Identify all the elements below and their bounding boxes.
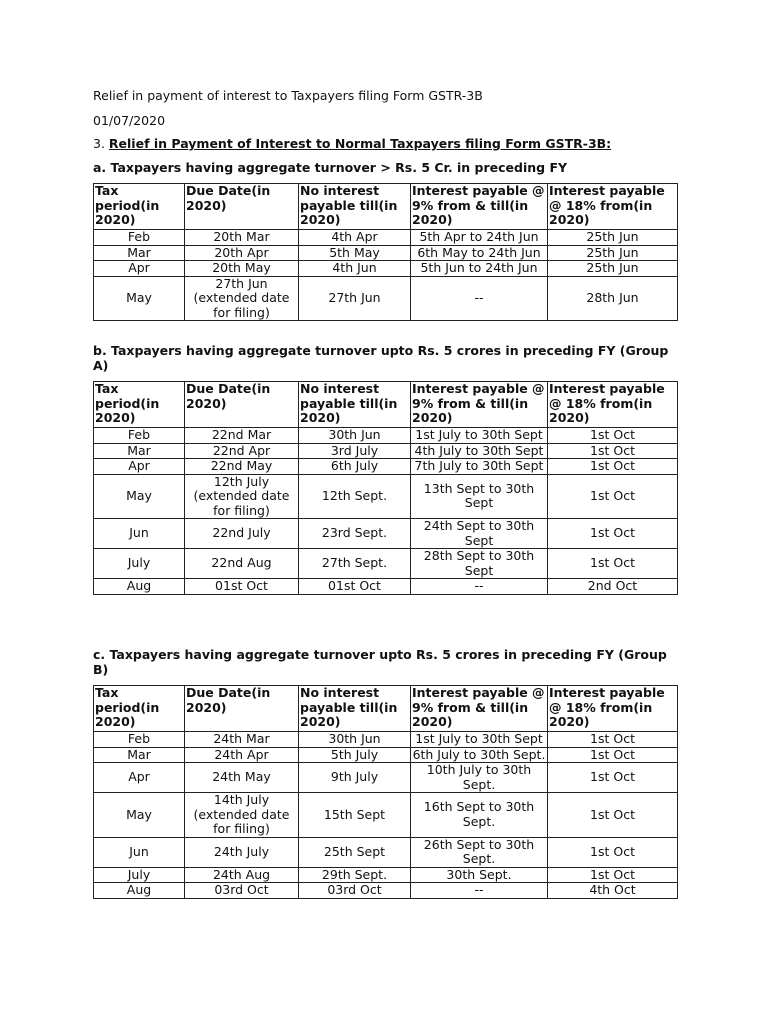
cell-tax-period: Feb [94, 230, 185, 246]
table-b-heading: b. Taxpayers having aggregate turnover upto Rs. 5 crores in preceding FY (Group A) [93, 343, 669, 373]
cell-due-date: 24th May [185, 763, 299, 793]
column-header-interest-9pct: Interest payable @ 9% from & till(in 2020) [411, 686, 548, 732]
cell-due-date: 03rd Oct [185, 883, 299, 899]
cell-no-interest-till: 5th July [299, 747, 411, 763]
cell-due-date: 22nd Mar [185, 428, 299, 444]
cell-no-interest-till: 4th Jun [299, 261, 411, 277]
cell-due-date: 20th Apr [185, 245, 299, 261]
cell-no-interest-till: 15th Sept [299, 793, 411, 838]
cell-no-interest-till: 29th Sept. [299, 867, 411, 883]
cell-interest-9pct: 10th July to 30th Sept. [411, 763, 548, 793]
cell-due-date: 14th July (extended date for filing) [185, 793, 299, 838]
table-row [94, 793, 678, 838]
cell-interest-18pct: 25th Jun [548, 245, 678, 261]
table-row [94, 579, 678, 595]
column-header-due-date: Due Date(in 2020) [185, 686, 299, 732]
cell-interest-18pct: 1st Oct [548, 428, 678, 444]
table-row [94, 763, 678, 793]
cell-interest-9pct: 5th Apr to 24th Jun [411, 230, 548, 246]
cell-interest-9pct: 6th July to 30th Sept. [411, 747, 548, 763]
cell-interest-18pct: 1st Oct [548, 474, 678, 519]
cell-no-interest-till: 27th Sept. [299, 549, 411, 579]
column-header-tax-period: Tax period(in 2020) [94, 382, 185, 428]
cell-due-date: 24th July [185, 837, 299, 867]
column-header-no-interest-till: No interest payable till(in 2020) [299, 686, 411, 732]
cell-interest-9pct: 1st July to 30th Sept [411, 732, 548, 748]
table-b [93, 381, 678, 595]
column-header-tax-period: Tax period(in 2020) [94, 184, 185, 230]
cell-tax-period: Feb [94, 428, 185, 444]
section-heading [93, 136, 611, 151]
cell-interest-9pct: 6th May to 24th Jun [411, 245, 548, 261]
cell-interest-18pct: 1st Oct [548, 793, 678, 838]
cell-no-interest-till: 3rd July [299, 443, 411, 459]
cell-interest-9pct: 5th Jun to 24th Jun [411, 261, 548, 277]
cell-due-date: 22nd May [185, 459, 299, 475]
cell-no-interest-till: 27th Jun [299, 276, 411, 321]
cell-tax-period: May [94, 474, 185, 519]
cell-interest-9pct: 16th Sept to 30th Sept. [411, 793, 548, 838]
cell-tax-period: Apr [94, 459, 185, 475]
column-header-interest-9pct: Interest payable @ 9% from & till(in 2020) [411, 382, 548, 428]
table-row [94, 428, 678, 444]
table-row [94, 867, 678, 883]
cell-interest-9pct: -- [411, 276, 548, 321]
cell-interest-9pct: 30th Sept. [411, 867, 548, 883]
cell-no-interest-till: 30th Jun [299, 428, 411, 444]
column-header-interest-18pct: Interest payable @ 18% from(in 2020) [548, 382, 678, 428]
cell-interest-18pct: 1st Oct [548, 549, 678, 579]
cell-tax-period: Jun [94, 837, 185, 867]
document-title: Relief in payment of interest to Taxpayers filing Form GSTR-3B [93, 88, 483, 103]
column-header-no-interest-till: No interest payable till(in 2020) [299, 184, 411, 230]
column-header-interest-18pct: Interest payable @ 18% from(in 2020) [548, 686, 678, 732]
cell-tax-period: Aug [94, 883, 185, 899]
cell-no-interest-till: 03rd Oct [299, 883, 411, 899]
table-row [94, 245, 678, 261]
cell-tax-period: July [94, 867, 185, 883]
table-row [94, 261, 678, 277]
cell-interest-18pct: 1st Oct [548, 763, 678, 793]
table-c-heading: c. Taxpayers having aggregate turnover upto Rs. 5 crores in preceding FY (Group B) [93, 647, 667, 677]
cell-tax-period: Mar [94, 747, 185, 763]
column-header-interest-9pct: Interest payable @ 9% from & till(in 2020) [411, 184, 548, 230]
cell-due-date: 22nd July [185, 519, 299, 549]
table-row [94, 549, 678, 579]
column-header-due-date: Due Date(in 2020) [185, 382, 299, 428]
table-header-row [94, 184, 678, 230]
cell-tax-period: Feb [94, 732, 185, 748]
table-a [93, 183, 678, 321]
cell-interest-9pct: 7th July to 30th Sept [411, 459, 548, 475]
cell-due-date: 20th May [185, 261, 299, 277]
cell-due-date: 27th Jun (extended date for filing) [185, 276, 299, 321]
cell-interest-9pct: 28th Sept to 30th Sept [411, 549, 548, 579]
cell-due-date: 24th Aug [185, 867, 299, 883]
cell-due-date: 22nd Apr [185, 443, 299, 459]
cell-interest-9pct: 13th Sept to 30th Sept [411, 474, 548, 519]
table-row [94, 837, 678, 867]
column-header-interest-18pct: Interest payable @ 18% from(in 2020) [548, 184, 678, 230]
cell-no-interest-till: 9th July [299, 763, 411, 793]
cell-interest-9pct: 24th Sept to 30th Sept [411, 519, 548, 549]
section-title: Relief in Payment of Interest to Normal Taxpayers filing Form GSTR-3B: [108, 136, 612, 151]
cell-no-interest-till: 4th Apr [299, 230, 411, 246]
cell-no-interest-till: 23rd Sept. [299, 519, 411, 549]
cell-interest-18pct: 25th Jun [548, 261, 678, 277]
cell-due-date: 22nd Aug [185, 549, 299, 579]
table-a-heading: a. Taxpayers having aggregate turnover > Rs. 5 Cr. in preceding FY [93, 160, 568, 175]
table-row [94, 519, 678, 549]
table-header-row [94, 382, 678, 428]
cell-tax-period: Apr [94, 763, 185, 793]
cell-no-interest-till: 5th May [299, 245, 411, 261]
cell-no-interest-till: 6th July [299, 459, 411, 475]
cell-interest-18pct: 1st Oct [548, 443, 678, 459]
cell-interest-18pct: 1st Oct [548, 732, 678, 748]
table-row [94, 276, 678, 321]
cell-interest-9pct: -- [411, 579, 548, 595]
cell-interest-9pct: 26th Sept to 30th Sept. [411, 837, 548, 867]
table-row [94, 443, 678, 459]
cell-tax-period: Mar [94, 245, 185, 261]
cell-due-date: 20th Mar [185, 230, 299, 246]
cell-tax-period: Mar [94, 443, 185, 459]
table-header-row [94, 686, 678, 732]
table-row [94, 732, 678, 748]
cell-interest-18pct: 1st Oct [548, 519, 678, 549]
cell-interest-18pct: 28th Jun [548, 276, 678, 321]
table-row [94, 474, 678, 519]
cell-tax-period: Aug [94, 579, 185, 595]
cell-interest-18pct: 1st Oct [548, 867, 678, 883]
table-row [94, 747, 678, 763]
cell-interest-18pct: 2nd Oct [548, 579, 678, 595]
cell-interest-9pct: 4th July to 30th Sept [411, 443, 548, 459]
cell-due-date: 12th July (extended date for filing) [185, 474, 299, 519]
cell-interest-18pct: 1st Oct [548, 747, 678, 763]
column-header-no-interest-till: No interest payable till(in 2020) [299, 382, 411, 428]
section-number: 3. [93, 136, 105, 151]
cell-tax-period: May [94, 276, 185, 321]
cell-interest-9pct: -- [411, 883, 548, 899]
cell-interest-18pct: 1st Oct [548, 459, 678, 475]
cell-due-date: 01st Oct [185, 579, 299, 595]
cell-tax-period: Jun [94, 519, 185, 549]
cell-no-interest-till: 01st Oct [299, 579, 411, 595]
cell-interest-18pct: 4th Oct [548, 883, 678, 899]
column-header-due-date: Due Date(in 2020) [185, 184, 299, 230]
cell-tax-period: Apr [94, 261, 185, 277]
cell-no-interest-till: 25th Sept [299, 837, 411, 867]
cell-no-interest-till: 12th Sept. [299, 474, 411, 519]
table-row [94, 230, 678, 246]
cell-due-date: 24th Apr [185, 747, 299, 763]
cell-interest-18pct: 1st Oct [548, 837, 678, 867]
cell-due-date: 24th Mar [185, 732, 299, 748]
table-row [94, 459, 678, 475]
table-row [94, 883, 678, 899]
cell-tax-period: May [94, 793, 185, 838]
cell-tax-period: July [94, 549, 185, 579]
cell-interest-9pct: 1st July to 30th Sept [411, 428, 548, 444]
column-header-tax-period: Tax period(in 2020) [94, 686, 185, 732]
table-c [93, 685, 678, 899]
cell-no-interest-till: 30th Jun [299, 732, 411, 748]
cell-interest-18pct: 25th Jun [548, 230, 678, 246]
document-date: 01/07/2020 [93, 113, 166, 128]
